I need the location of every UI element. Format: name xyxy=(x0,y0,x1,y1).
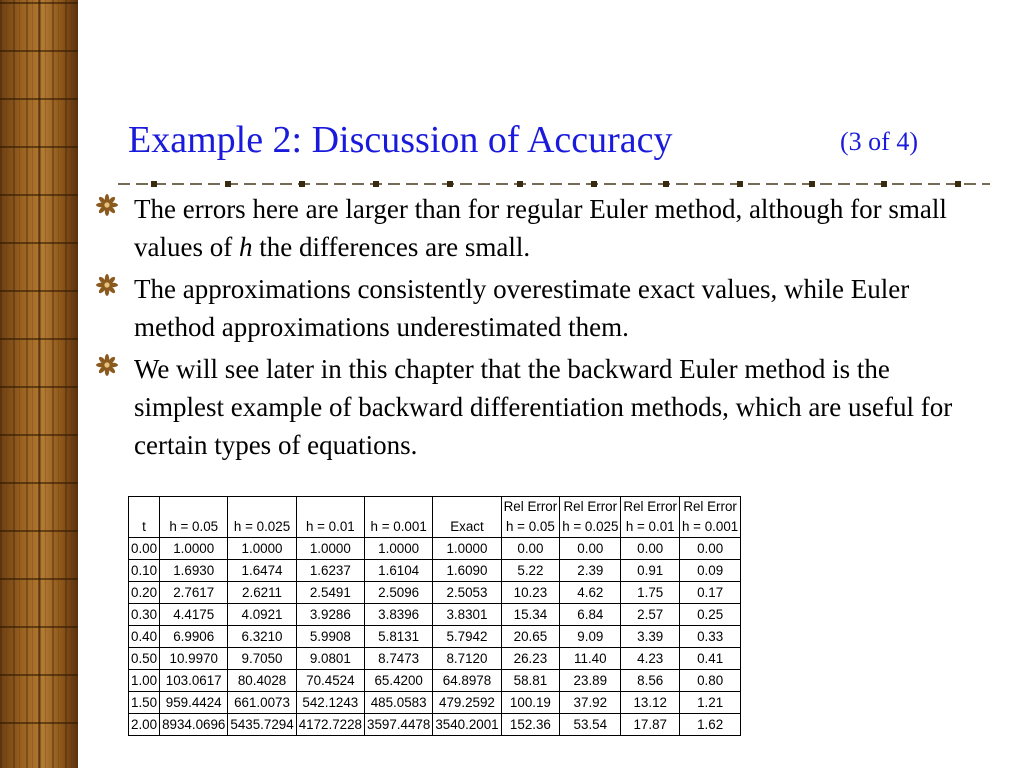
table-cell: 8.7120 xyxy=(433,648,501,670)
table-cell: 542.1243 xyxy=(296,692,364,714)
header-cell: h = 0.001 xyxy=(680,517,741,538)
table-cell: 2.5053 xyxy=(433,582,501,604)
table-cell: 0.33 xyxy=(680,626,741,648)
table-cell: 10.9970 xyxy=(160,648,228,670)
divider-dot xyxy=(151,181,157,187)
flower-star-icon xyxy=(96,194,118,216)
table-cell: 0.00 xyxy=(560,538,621,560)
table-cell: 1.0000 xyxy=(228,538,296,560)
header-cell xyxy=(228,497,296,518)
table-cell: 0.00 xyxy=(501,538,560,560)
table-cell: 3.8396 xyxy=(365,604,433,626)
table-row xyxy=(129,538,741,560)
table-cell: 103.0617 xyxy=(160,670,228,692)
table-cell: 1.21 xyxy=(680,692,741,714)
table-cell: 1.62 xyxy=(680,714,741,736)
slide-title xyxy=(128,118,1008,168)
table-cell: 65.4200 xyxy=(365,670,433,692)
table-cell: 4.4175 xyxy=(160,604,228,626)
bullet-text-part: The errors here are larger than for regular Euler method, although for small values of xyxy=(134,194,947,262)
header-cell xyxy=(296,497,364,518)
table-row xyxy=(129,626,741,648)
table-cell: 26.23 xyxy=(501,648,560,670)
table-cell: 1.0000 xyxy=(296,538,364,560)
table-cell: 5435.7294 xyxy=(228,714,296,736)
table-cell: 23.89 xyxy=(560,670,621,692)
table-cell: 9.09 xyxy=(560,626,621,648)
bullet-text-part: We will see later in this chapter that the backward Euler method is the simplest example of backward differentiation methods, which are useful for certain types of equations. xyxy=(134,354,953,460)
title-text: Example 2: Discussion of Accuracy xyxy=(128,119,673,161)
table-cell: 5.8131 xyxy=(365,626,433,648)
bullet-text xyxy=(134,270,976,346)
header-cell xyxy=(129,497,160,518)
table-cell: 0.10 xyxy=(129,560,160,582)
header-cell: h = 0.05 xyxy=(501,517,560,538)
table-cell: 2.7617 xyxy=(160,582,228,604)
divider-dot xyxy=(881,181,887,187)
flower-star-icon xyxy=(96,274,118,296)
bullet-item xyxy=(96,270,976,346)
title-part-indicator: (3 of 4) xyxy=(840,127,918,156)
table-cell: 8934.0696 xyxy=(160,714,228,736)
table-cell: 10.23 xyxy=(501,582,560,604)
table-cell: 4172.7228 xyxy=(296,714,364,736)
table-cell: 0.09 xyxy=(680,560,741,582)
table-cell: 8.56 xyxy=(621,670,680,692)
table-cell: 2.5096 xyxy=(365,582,433,604)
table-cell: 2.00 xyxy=(129,714,160,736)
table-cell: 1.0000 xyxy=(160,538,228,560)
table-cell: 1.50 xyxy=(129,692,160,714)
table-cell: 5.9908 xyxy=(296,626,364,648)
table-cell: 1.6090 xyxy=(433,560,501,582)
table-cell: 3.8301 xyxy=(433,604,501,626)
bullet-text xyxy=(134,190,976,266)
header-cell: Rel Error xyxy=(560,497,621,518)
table-cell: 3597.4478 xyxy=(365,714,433,736)
table-cell: 2.5491 xyxy=(296,582,364,604)
table-cell: 0.50 xyxy=(129,648,160,670)
table-cell: 0.80 xyxy=(680,670,741,692)
table-cell: 20.65 xyxy=(501,626,560,648)
table-cell: 58.81 xyxy=(501,670,560,692)
header-cell: h = 0.001 xyxy=(365,517,433,538)
table-cell: 4.62 xyxy=(560,582,621,604)
divider-dot xyxy=(225,181,231,187)
divider-dot xyxy=(373,181,379,187)
table-cell: 4.23 xyxy=(621,648,680,670)
math-variable: h xyxy=(238,232,253,262)
table-row xyxy=(129,560,741,582)
table-cell: 5.22 xyxy=(501,560,560,582)
table-cell: 64.8978 xyxy=(433,670,501,692)
table-cell: 0.30 xyxy=(129,604,160,626)
header-cell: h = 0.01 xyxy=(621,517,680,538)
table-cell: 6.84 xyxy=(560,604,621,626)
table-cell: 152.36 xyxy=(501,714,560,736)
header-cell: h = 0.025 xyxy=(228,517,296,538)
table-cell: 11.40 xyxy=(560,648,621,670)
bullet-list xyxy=(96,190,976,468)
bullet-item xyxy=(96,350,976,464)
divider-dot xyxy=(809,181,815,187)
header-cell: h = 0.025 xyxy=(560,517,621,538)
table-cell: 13.12 xyxy=(621,692,680,714)
divider-dot xyxy=(299,181,305,187)
table-cell: 6.9906 xyxy=(160,626,228,648)
table-cell: 959.4424 xyxy=(160,692,228,714)
table-cell: 1.00 xyxy=(129,670,160,692)
table-cell: 0.00 xyxy=(680,538,741,560)
table-cell: 661.0073 xyxy=(228,692,296,714)
table-cell: 0.91 xyxy=(621,560,680,582)
table-cell: 0.40 xyxy=(129,626,160,648)
table-cell: 0.00 xyxy=(621,538,680,560)
table-cell: 4.0921 xyxy=(228,604,296,626)
header-cell: Rel Error xyxy=(680,497,741,518)
dashed-divider xyxy=(118,177,990,191)
table-cell: 0.41 xyxy=(680,648,741,670)
flower-star-icon xyxy=(96,354,118,376)
header-cell xyxy=(160,497,228,518)
divider-dot xyxy=(447,181,453,187)
table-cell: 1.6930 xyxy=(160,560,228,582)
table-cell: 17.87 xyxy=(621,714,680,736)
table-cell: 0.17 xyxy=(680,582,741,604)
table-cell: 2.57 xyxy=(621,604,680,626)
table-cell: 5.7942 xyxy=(433,626,501,648)
table-cell: 0.00 xyxy=(129,538,160,560)
divider-dot xyxy=(663,181,669,187)
table-row xyxy=(129,648,741,670)
table-cell: 0.20 xyxy=(129,582,160,604)
bullet-text-part: The approximations consistently overestimate exact values, while Euler method approximations underestimated them. xyxy=(134,274,910,342)
table-cell: 479.2592 xyxy=(433,692,501,714)
divider-dot xyxy=(737,181,743,187)
table-cell: 2.6211 xyxy=(228,582,296,604)
table-cell: 100.19 xyxy=(501,692,560,714)
bullet-text-part: the differences are small. xyxy=(252,232,531,262)
table-cell: 3540.2001 xyxy=(433,714,501,736)
table-cell: 1.6237 xyxy=(296,560,364,582)
divider-dot xyxy=(955,181,961,187)
table-cell: 485.0583 xyxy=(365,692,433,714)
wood-border xyxy=(0,0,78,768)
table-row xyxy=(129,604,741,626)
table-cell: 9.7050 xyxy=(228,648,296,670)
table-row xyxy=(129,670,741,692)
table-row xyxy=(129,582,741,604)
table-cell: 1.75 xyxy=(621,582,680,604)
table-row xyxy=(129,714,741,736)
table-cell: 1.0000 xyxy=(365,538,433,560)
table-cell: 37.92 xyxy=(560,692,621,714)
table-cell: 6.3210 xyxy=(228,626,296,648)
divider-dot xyxy=(591,181,597,187)
table-cell: 70.4524 xyxy=(296,670,364,692)
table-cell: 80.4028 xyxy=(228,670,296,692)
table-cell: 1.6104 xyxy=(365,560,433,582)
divider-dot xyxy=(517,181,523,187)
header-cell: Rel Error xyxy=(621,497,680,518)
header-cell: t xyxy=(129,517,160,538)
table-cell: 15.34 xyxy=(501,604,560,626)
table-cell: 9.0801 xyxy=(296,648,364,670)
table-cell: 53.54 xyxy=(560,714,621,736)
header-cell: Exact xyxy=(433,517,501,538)
header-cell xyxy=(365,497,433,518)
table-cell: 3.9286 xyxy=(296,604,364,626)
header-cell: Rel Error xyxy=(501,497,560,518)
table-cell: 1.6474 xyxy=(228,560,296,582)
bullet-text xyxy=(134,350,976,464)
bullet-item xyxy=(96,190,976,266)
table-cell: 0.25 xyxy=(680,604,741,626)
table-cell: 2.39 xyxy=(560,560,621,582)
header-cell: h = 0.05 xyxy=(160,517,228,538)
header-cell: h = 0.01 xyxy=(296,517,364,538)
table-row xyxy=(129,692,741,714)
table-cell: 1.0000 xyxy=(433,538,501,560)
accuracy-table xyxy=(128,496,741,736)
table-cell: 8.7473 xyxy=(365,648,433,670)
header-cell xyxy=(433,497,501,518)
table-cell: 3.39 xyxy=(621,626,680,648)
